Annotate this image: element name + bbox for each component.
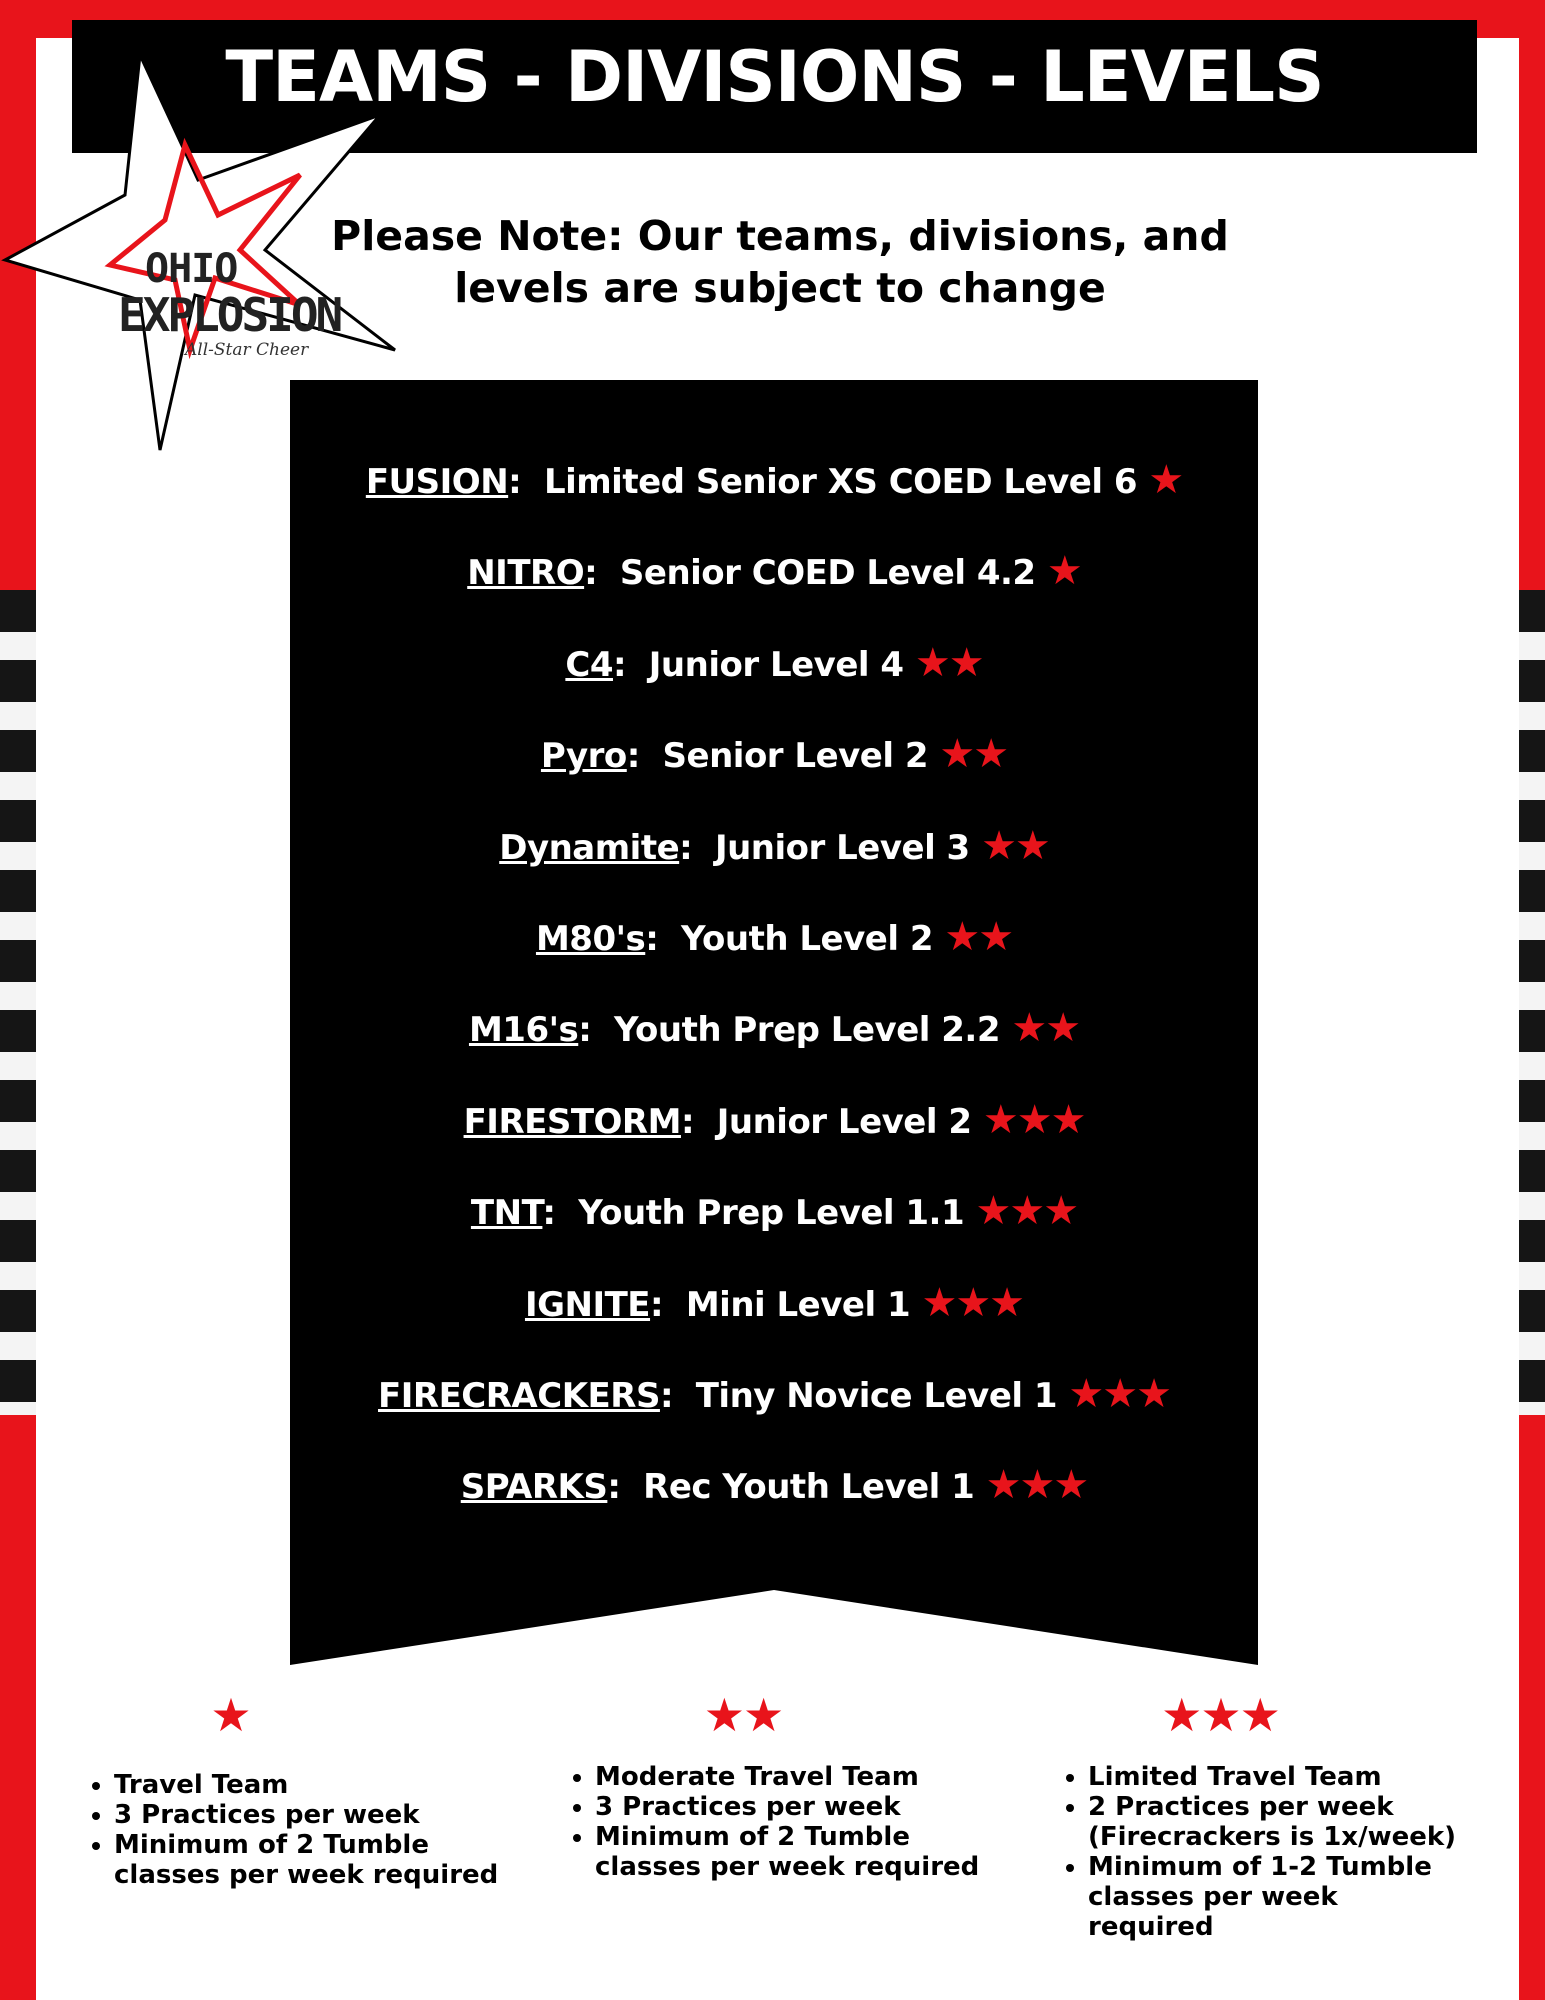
team-row: M80's: Youth Level 2 ★★ (535, 913, 1013, 960)
legend-item: • 2 Practices per week (Firecrackers is 1x/week) (1088, 1792, 1458, 1852)
notice-line-1: Please Note: Our teams, divisions, and (331, 212, 1229, 260)
team-division: Tiny Novice Level 1 (695, 1375, 1058, 1416)
team-row: Dynamite: Junior Level 3 ★★ (499, 822, 1049, 869)
team-stars-icon: ★★ (981, 822, 1049, 869)
team-name: FIRESTORM (463, 1101, 681, 1142)
team-name: IGNITE (524, 1284, 651, 1325)
logo-text-ohio: OHIO (145, 246, 238, 292)
team-list (290, 445, 1258, 1542)
legend-item: • 3 Practices per week (595, 1792, 1005, 1822)
page-title: TEAMS - DIVISIONS - LEVELS (225, 36, 1324, 118)
team-row: FIRESTORM: Junior Level 2 ★★★ (463, 1096, 1085, 1143)
team-stars-icon: ★★★ (985, 1462, 1088, 1509)
team-stars-icon: ★★ (1011, 1005, 1080, 1052)
team-stars-icon: ★★★ (975, 1188, 1078, 1235)
team-name: NITRO (467, 553, 585, 594)
team-division: Junior Level 4 (648, 644, 904, 685)
legend-three-star-icon: ★★★ (1161, 1688, 1279, 1742)
legend-column-three (1058, 1762, 1458, 1942)
team-division: Youth Prep Level 2.2 (614, 1010, 1000, 1051)
team-division: Junior Level 2 (716, 1101, 972, 1142)
team-name: FUSION (365, 462, 509, 502)
notice (330, 210, 1230, 314)
legend-column-two (565, 1762, 1005, 1882)
team-row: NITRO: Senior COED Level 4.2 ★ (467, 548, 1081, 595)
team-stars-icon: ★★★ (921, 1279, 1024, 1326)
team-name: FIRECRACKERS (378, 1375, 660, 1416)
legend-item: • Minimum of 2 Tumble classes per week required (114, 1830, 524, 1890)
team-row: C4: Junior Level 4 ★★ (565, 639, 983, 686)
team-division: Youth Level 2 (681, 918, 933, 959)
team-name: TNT (470, 1193, 543, 1234)
logo-text-explosion: EXPLOSION (118, 288, 341, 342)
team-stars-icon: ★ (1046, 548, 1081, 595)
team-stars-icon: ★ (1148, 457, 1183, 503)
team-stars-icon: ★★ (939, 731, 1008, 778)
team-name: C4 (565, 644, 613, 685)
team-division: Mini Level 1 (685, 1284, 911, 1325)
team-division: Junior Level 3 (714, 827, 970, 868)
team-row: TNT: Youth Prep Level 1.1 ★★★ (470, 1188, 1078, 1235)
team-division: Youth Prep Level 1.1 (578, 1193, 965, 1234)
legend-item: • Limited Travel Team (1088, 1762, 1458, 1792)
team-division: Rec Youth Level 1 (643, 1467, 975, 1508)
legend-item: • 3 Practices per week (114, 1800, 524, 1830)
team-division: Senior Level 2 (662, 736, 929, 777)
team-name: SPARKS (460, 1467, 608, 1508)
legend-item: • Travel Team (114, 1770, 524, 1800)
team-stars-icon: ★★★ (1068, 1370, 1170, 1417)
legend-two-star-icon: ★★ (703, 1688, 783, 1742)
team-row: SPARKS: Rec Youth Level 1 ★★★ (460, 1462, 1088, 1509)
team-name: M16's (468, 1010, 579, 1051)
legend-column-one (84, 1770, 524, 1890)
team-name: Pyro (540, 736, 627, 777)
team-division: Limited Senior XS COED Level 6 (543, 462, 1137, 502)
team-row: IGNITE: Mini Level 1 ★★★ (524, 1279, 1024, 1326)
team-stars-icon: ★★★ (982, 1096, 1085, 1143)
team-name: Dynamite (499, 827, 680, 868)
legend-item: • Minimum of 2 Tumble classes per week required (595, 1822, 1005, 1882)
team-stars-icon: ★★ (944, 913, 1013, 960)
notice-line-2: levels are subject to change (454, 264, 1106, 312)
team-row: Pyro: Senior Level 2 ★★ (540, 731, 1008, 778)
logo-text-tagline: All-Star Cheer (185, 340, 309, 360)
team-row: M16's: Youth Prep Level 2.2 ★★ (468, 1005, 1080, 1052)
legend-item: • Minimum of 1-2 Tumble classes per week required (1088, 1852, 1458, 1942)
legend-item: • Moderate Travel Team (595, 1762, 1005, 1792)
team-division: Senior COED Level 4.2 (619, 553, 1036, 594)
team-stars-icon: ★★ (914, 639, 983, 686)
team-name: M80's (535, 918, 646, 959)
legend-one-star-icon: ★ (210, 1688, 250, 1742)
team-row: FUSION: Limited Senior XS COED Level 6 ★ (365, 457, 1183, 503)
team-row: FIRECRACKERS: Tiny Novice Level 1 ★★★ (378, 1370, 1170, 1417)
